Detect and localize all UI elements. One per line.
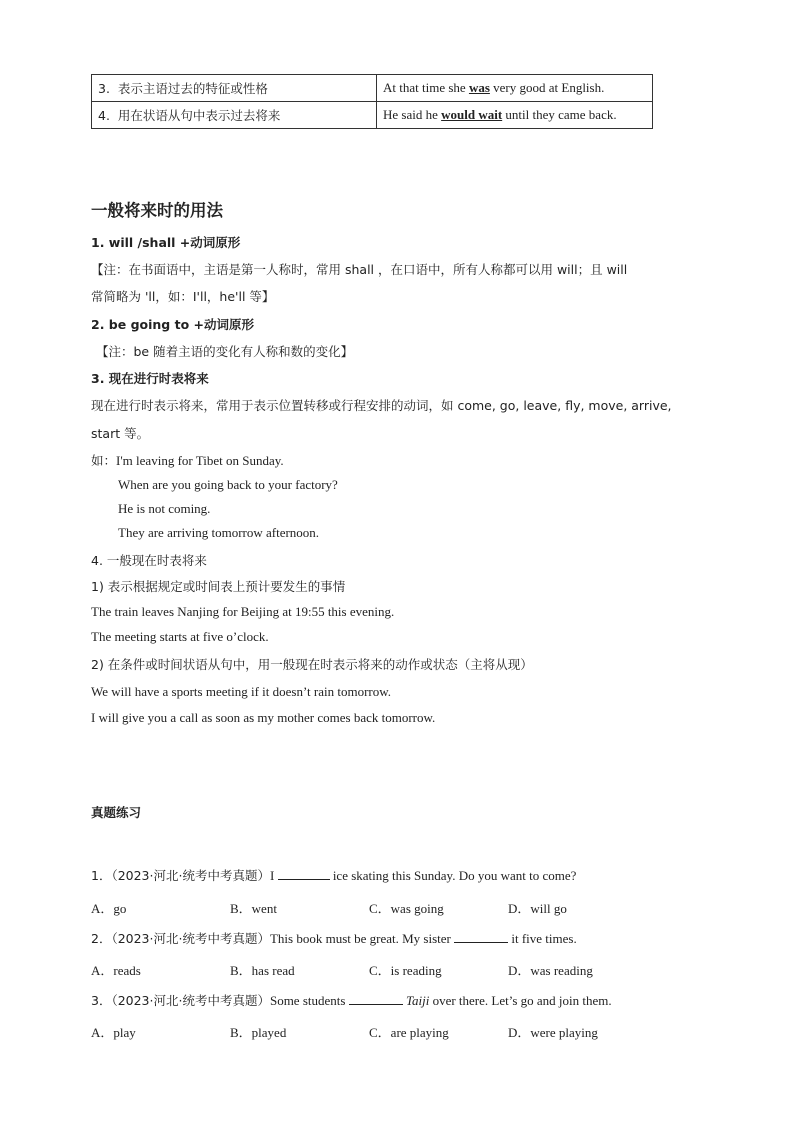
option-b[interactable]: B．went: [230, 901, 277, 916]
question-italic-term: Taiji: [405, 993, 430, 1008]
note-line: 【注：在书面语中，主语是第一人称时，常用 shall ，在口语中，所有人称都可以用 will；且 will: [91, 262, 628, 277]
example-sentence: He is not coming.: [118, 501, 211, 516]
question-text: over there. Let’s go and join them.: [429, 993, 612, 1008]
section-heading: 一般将来时的用法: [91, 201, 223, 220]
example-pre: He said he: [383, 107, 442, 122]
answer-blank[interactable]: [278, 867, 330, 880]
option-b[interactable]: B．played: [230, 1025, 287, 1040]
question-text: I: [269, 868, 278, 883]
option-d[interactable]: D．will go: [508, 901, 567, 916]
example-sentence: We will have a sports meeting if it doesn’t rain tomorrow.: [91, 684, 392, 699]
answer-blank[interactable]: [349, 992, 403, 1005]
question-number: 2．: [91, 931, 112, 946]
note-line: 【注：be 随着主语的变化有人称和数的变化】: [96, 344, 354, 359]
example-sentence: The train leaves Nanjing for Beijing at 19:55 this evening.: [91, 604, 395, 619]
option-c[interactable]: C．is reading: [369, 963, 442, 978]
table-row: [92, 75, 653, 102]
question-source: （2023·河北·统考中考真题）: [111, 868, 270, 883]
option-a[interactable]: A．go: [91, 901, 127, 916]
example-cell: [377, 75, 653, 102]
answer-blank[interactable]: [454, 930, 508, 943]
usage-cell: [92, 102, 377, 129]
example-cell: [377, 102, 653, 129]
question-1: [91, 866, 576, 884]
usage-table: [91, 74, 653, 129]
subsection-title: 4. 一般现在时表将来: [91, 553, 207, 568]
option-a[interactable]: A．play: [91, 1025, 136, 1040]
subsection-title: 3. 现在进行时表将来: [91, 371, 209, 386]
question-number: 1．: [91, 868, 112, 883]
option-a[interactable]: A．reads: [91, 963, 141, 978]
row-number: 4.: [98, 108, 110, 123]
question-source: （2023·河北·统考中考真题）: [111, 993, 270, 1008]
option-b[interactable]: B．has read: [230, 963, 295, 978]
option-d[interactable]: D．was reading: [508, 963, 593, 978]
question-text: ice skating this Sunday. Do you want to come?: [329, 868, 577, 883]
subsection-title: 1. will /shall +动词原形: [91, 235, 241, 250]
question-3: [91, 991, 612, 1009]
example-key: would wait: [441, 107, 503, 122]
example-pre: At that time she: [383, 80, 469, 95]
example-sentence: They are arriving tomorrow afternoon.: [118, 525, 320, 540]
example-key: was: [468, 80, 490, 95]
usage-cell: [92, 75, 377, 102]
example-prefix: 如：: [91, 453, 117, 468]
example-post: very good at English.: [489, 80, 605, 95]
option-c[interactable]: C．was going: [369, 901, 444, 916]
example-post: until they came back.: [502, 107, 617, 122]
example-sentence: I'm leaving for Tibet on Sunday.: [116, 453, 284, 468]
option-c[interactable]: C．are playing: [369, 1025, 449, 1040]
question-2: [91, 929, 577, 947]
description-line: start 等。: [91, 426, 150, 441]
example-sentence: I will give you a call as soon as my mother comes back tomorrow.: [91, 710, 436, 725]
example-sentence: The meeting starts at five o’clock.: [91, 629, 269, 644]
subsection-title: 2. be going to +动词原形: [91, 317, 254, 332]
question-source: （2023·河北·统考中考真题）: [111, 931, 270, 946]
question-number: 3．: [91, 993, 112, 1008]
example-line: [91, 451, 284, 469]
usage-text: 用在状语从句中表示过去将来: [117, 108, 281, 123]
option-d[interactable]: D．were playing: [508, 1025, 598, 1040]
question-text: Some students: [269, 993, 349, 1008]
question-text: This book must be great. My sister: [269, 931, 455, 946]
example-sentence: When are you going back to your factory?: [118, 477, 338, 492]
question-text: it five times.: [508, 931, 577, 946]
sub-point: 2) 在条件或时间状语从句中，用一般现在时表示将来的动作或状态（主将从现）: [91, 657, 533, 672]
row-number: 3.: [98, 81, 110, 96]
sub-point: 1) 表示根据规定或时间表上预计要发生的事情: [91, 579, 346, 594]
note-line: 常简略为 'll，如：I'll，he'll 等】: [91, 289, 275, 304]
description-line: 现在进行时表示将来，常用于表示位置转移或行程安排的动词，如 come, go, leave, fly, move, arrive,: [91, 398, 672, 413]
practice-heading: 真题练习: [91, 805, 142, 820]
usage-text: 表示主语过去的特征或性格: [117, 81, 268, 96]
table-row: [92, 102, 653, 129]
